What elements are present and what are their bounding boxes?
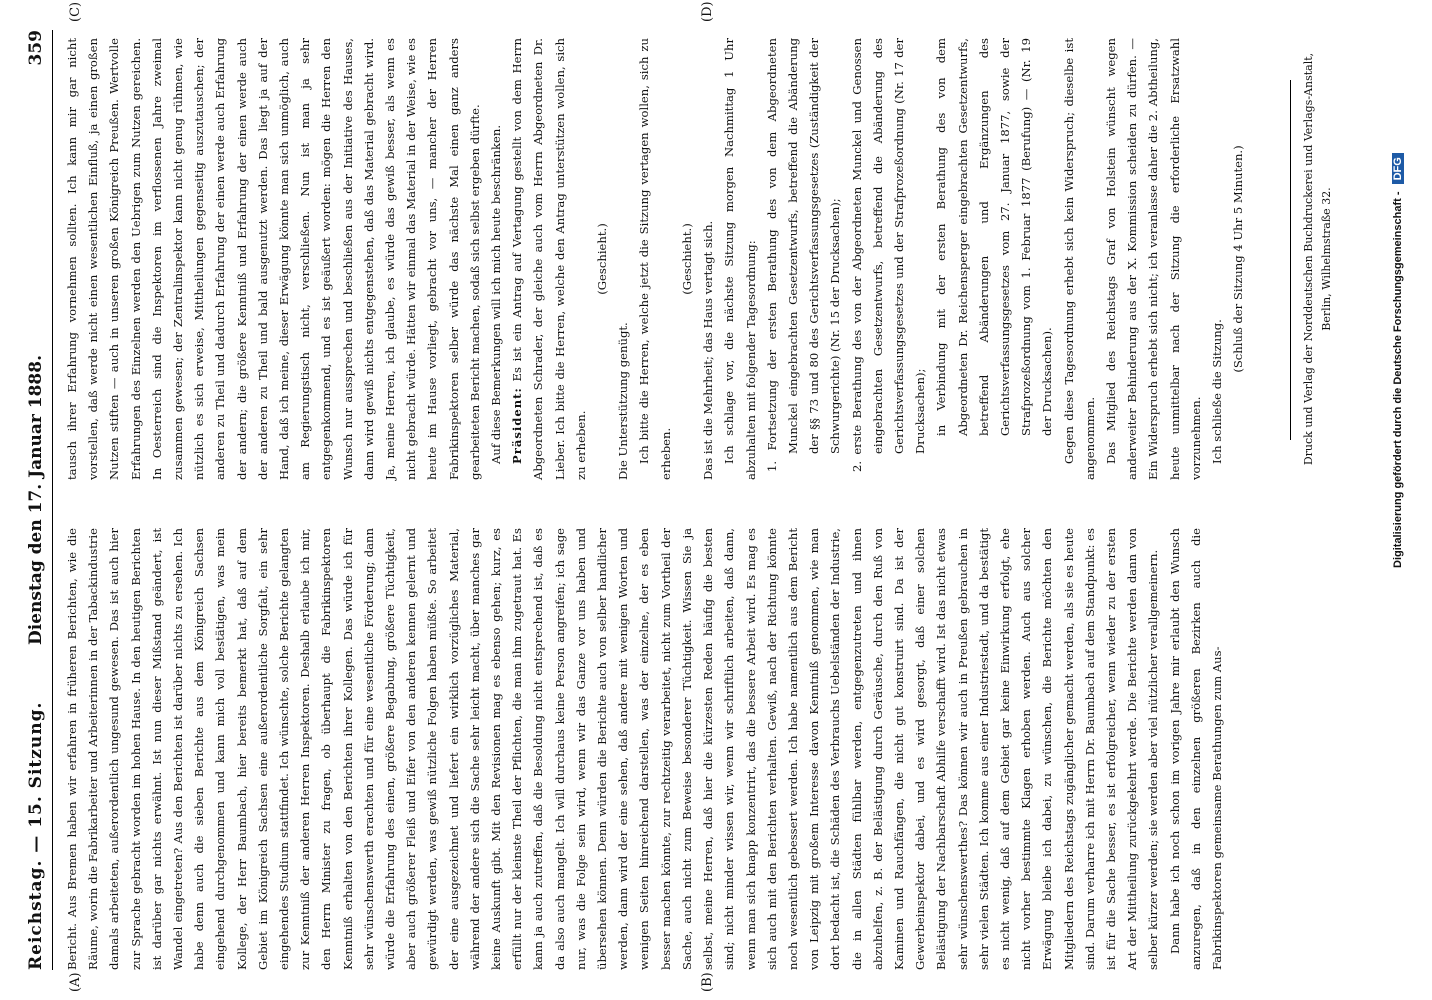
- support-sufficient: Die Unterstützung genügt.: [616, 322, 631, 480]
- left-column: [62, 528, 1228, 970]
- page-header: [18, 30, 53, 970]
- digitization-text: Digitalisierung gefördert durch die Deutsche Forschungsgemeinschaft -: [1392, 191, 1404, 568]
- right-paragraph-1: tausch ihrer Erfahrung vornehmen sollten. Ich kann mir gar nicht vorstellen, daß werde nicht einen wesentlichen Einfluß, ja einen großen Nutzen stiften — auch in unseren großen Königreich Preußen. Wertvolle Erfahrungen des Einzelnen werden den Uebrigen zum Nutzen gereichen. In Oesterreich sind die Inspektoren im verflossenen Jahre zweimal zusammen gewesen; der Zentralinspektor kann nicht genug rühmen, wie nützlich es sich erweise, Mittheilungen gegenseitig auszutauschen; der anderen zu Theil und dadurch Erfahrung der einen werde auch Erfahrung der andern; die größere Kenntniß und Erfahrung der einen werde auch der anderen zu Theil und bald ausgenutzt werden. Das liegt ja auf der Hand, daß ich meine, dieser Erwägung könnte man sich unmöglich, auch am Regierungstisch nicht, verschließen. Nun ist man ja sehr entgegenkommend, und es ist geäußert worden: mögen die Herren den Wunsch nur aussprechen und beschließen aus der Initiative des Hauses, dann wird gewiß nichts entgegenstehen, daß das Material gebracht wird. Ja, meine Herren, ich glaube, es würde das gewiß besser, als wenn es nicht gebracht würde. Hätten wir einmal das Material in der Weise, wie es heute im Hause vorliegt, gebracht vor uns, — mancher der Herren Fabrikinspektoren selber würde das nächste Mal einen ganz anders gearbeiteten Bericht machen, sodaß sich selbst ergeben dürfte.: [65, 38, 482, 480]
- header-date: Dienstag den 17. Januar 1888.: [26, 355, 46, 645]
- agenda-item-2: 2. erste Berathung des von der Abgeordneten Munckel und Genossen eingebrachten Gesetzentwurfs, betreffend die Abänderung des Gerichtsverfassungsgesetzes und der Strafprozeßordnung (Nr. 17 der Drucksachen);: [849, 38, 928, 472]
- left-paragraph-1: Bericht. Aus Bremen haben wir erfahren in früheren Berichten, wie die Räume, worin die Fabrikarbeiter und Arbeiterinnen in der Tabackindustrie damals arbeiteten, außerordentlich ungesund gewesen. Das ist auch hier zur Sprache gebracht worden im hohen Hause. In den heutigen Berichten ist darüber gar nichts erwähnt. Ist nun dieser Mißstand geändert, ist Wandel eingetreten? Aus den Berichten ist darüber nichts zu ersehen. Ich habe denn auch die sieben Berichte aus dem Königreich Sachsen eingehend durchgenommen und kann mich voll bestätigen, was mein Kollege, der Herr Baumbach, hier bereits bemerkt hat, daß auf dem Gebiet im Königreich Sachsen eine außerordentliche Sorgfalt, ein sehr eingehendes Studium stattfindet. Ich wünschte, solche Berichte gelangten zur Kenntniß der anderen Herren Inspektoren. Deshalb erlaube ich mir, den Herrn Minister zu fragen, ob überhaupt die Fabrikinspektoren Kenntniß erhalten von den Berichten ihrer Kollegen. Das würde ich für sehr wünschenswerth erachten und für eine wesentliche Förderung; dann würde die Erfahrung des einen, größere Begabung, größere Tüchtigkeit, aber auch größerer Fleiß und Eifer von den anderen kennen gelernt und gewürdigt werden, was gewiß nützliche Folgen haben müßte. So arbeitet der eine ausgezeichnet und liefert ein wirklich vorzügliches Material, während der andere sich die Sache sehr leicht macht, über manches gar keine Auskunft gibt. Mit den Revisionen mag es ebenso gehen; kurz, es erfüllt nur der kleinste Theil der Pflichten, die man ihm zugetraut hat. Es kann ja auch zutreffen, daß die Besoldung nicht entsprechend ist, daß es da also auch mangelt. Ich will durchaus keine Person angreifen; ich sage nur, was die Folge sein wird, wenn wir das Ganze vor uns haben und übersehen können. Denn würden die Berichte auch von selber handlicher werden, dann wird der eine sehen, daß andere mit wenigen Worten und wenigen Seiten hinreichend darstellen, was der einzelne, der es eben besser machen könnte, zur rechtzeitig verarbeitet, nicht zum Vortheil der Sache, auch nicht zum Beweise besonderer Tüchtigkeit. Wissen Sie ja selbst, meine Herren, daß hier die kürzesten Reden häufig die besten sind; nicht minder wissen wir, wenn wir schriftlich arbeiten, daß dann, wenn man sich knapp konzentrirt, das die bessere Arbeit wird. Es mag es sich auch mit den Berichten verhalten. Gewiß, nach der Richtung könnte noch wesentlich gebessert werden. Ich habe namentlich aus dem Bericht von Leipzig mit großem Interesse davon Kenntniß genommen, wie man dort bedacht ist, die Schäden des Verbrauchs Uebelständen der Industrie, die in allen Städten fühlbar werden, entgegenzutreten und ihnen abzuhelfen, z. B. der Belästigung durch Geräusche, durch den Ruß von Kaminen und Rauchfängen, die nicht gut konstruirt sind. Da ist der Gewerbeinspektor dabei, und es wird gesorgt, daß einer solchen Belästigung der Nachbarschaft Abhilfe verschafft wird. Ist das nicht etwas sehr wünschenswerthes? Das können wir auch in Preußen gebrauchen in sehr vielen Städten. Ich komme aus einer Industriestadt, und da bestätigt es nicht wenig, daß auf dem Gebiet gar keine Einwirkung erfolgt, ehe nicht vorher bestimmte Klagen erhoben werden. Auch aus solcher Erwägung bleibe ich dabei, zu wünschen, die Berichte möchten den Mitgliedern des Reichstags zugänglicher gemacht werden, als sie es heute sind. Darum verharre ich mit Herrn Dr. Baumbach auf dem Standpunkt: es ist für die Sache besser, es ist erfolgreicher, wenn wieder zu der ersten Art der Mittheilung zurückgekehrt werde. Die Berichte werden dann von selber kürzer werden; sie werden aber viel nützlicher verallgemeinern.: [65, 528, 1161, 970]
- imprint-line-2: Berlin, Wilhelmstraße 32.: [1320, 187, 1333, 331]
- geschieht-2: (Geschieht.): [679, 223, 694, 295]
- left-paragraph-2: Dann habe ich noch schon im vorigen Jahre mir erlaubt den Wunsch anzuregen, daß in den einzelnen größeren Bezirken auch die Fabrikinspektoren gemeinsame Berathungen zum Aus-: [1167, 528, 1224, 970]
- margin-mark-a: (A): [68, 972, 83, 992]
- right-column: [62, 38, 1249, 480]
- imprint-divider: [1290, 80, 1291, 440]
- imprint-line-1: Druck und Verlag der Norddeutschen Buchdruckerei und Verlags-Anstalt,: [1302, 52, 1315, 466]
- right-paragraph-2: Auf diese Bemerkungen will ich mich heute beschränken.: [489, 124, 504, 464]
- header-left: Reichstag. — 15. Sitzung.: [26, 701, 46, 970]
- agenda-item-1: 1. Fortsetzung der ersten Berathung des von dem Abgeordneten Munckel eingebrachten Gesetzentwurfs, betreffend die Abänderung der §§ 73 und 80 des Gerichtsverfassungsgesetzes (Zuständigkeit der Schwurgerichte) (Nr. 15 der Drucksachen);: [764, 38, 843, 472]
- vote-request: Ich bitte die Herren, welche jetzt die Sitzung vertagen wollen, sich zu erheben.: [637, 38, 673, 480]
- agenda-accepted: Gegen diese Tagesordnung erhebt sich kein Widerspruch; dieselbe ist angenommen.: [1061, 38, 1097, 480]
- dfg-logo: DFG: [1392, 153, 1404, 184]
- agenda-item-2-sub: in Verbindung mit der ersten Berathung des von dem Abgeordneten Dr. Reichensperger eingebrachten Gesetzentwurfs, betreffend Abänderungen und Ergänzungen des Gerichtsverfassungsgesetzes vom 27. Januar 1877, sowie der Strafprozeßordnung vom 1. Februar 1877 (Berufung) — (Nr. 19 der Drucksachen).: [934, 38, 1055, 436]
- closing-time: (Schluß der Sitzung 4 Uhr 5 Minuten.): [1231, 145, 1246, 373]
- commission-note: Das Mitglied des Reichstags Graf von Holstein wünscht wegen anderweiter Behinderung aus der X. Kommission scheiden zu dürfen. — Ein Widerspruch erhebt sich nicht; ich veranlasse daher die 2. Abtheilung, heute unmittelbar nach der Sitzung die erforderliche Ersatzwahl vorzunehmen.: [1103, 38, 1203, 480]
- digitization-note: [1392, 8, 1418, 568]
- majority-note: Das ist die Mehrheit; das Haus vertagt sich.: [701, 220, 716, 480]
- margin-mark-d: (D): [700, 1, 715, 22]
- margin-mark-b: (B): [700, 972, 715, 992]
- imprint: [1300, 38, 1336, 480]
- geschieht-1: (Geschieht.): [595, 223, 610, 295]
- session-closed: Ich schließe die Sitzung.: [1209, 319, 1224, 464]
- president-label: Präsident:: [510, 387, 525, 464]
- president-statement: Es ist ein Antrag auf Vertagung gestellt von dem Herrn Abgeordneten Schrader, der gleiche auch vom Herrn Abgeordneten Dr. Lieber. Ich bitte die Herren, welche den Antrag unterstützen wollen, sich zu erheben.: [510, 38, 588, 480]
- page-number: 359: [26, 30, 46, 66]
- margin-mark-c: (C): [68, 1, 83, 22]
- agenda-intro: Ich schlage vor, die nächste Sitzung morgen Nachmittag 1 Uhr abzuhalten mit folgender Tagesordnung:: [722, 38, 758, 480]
